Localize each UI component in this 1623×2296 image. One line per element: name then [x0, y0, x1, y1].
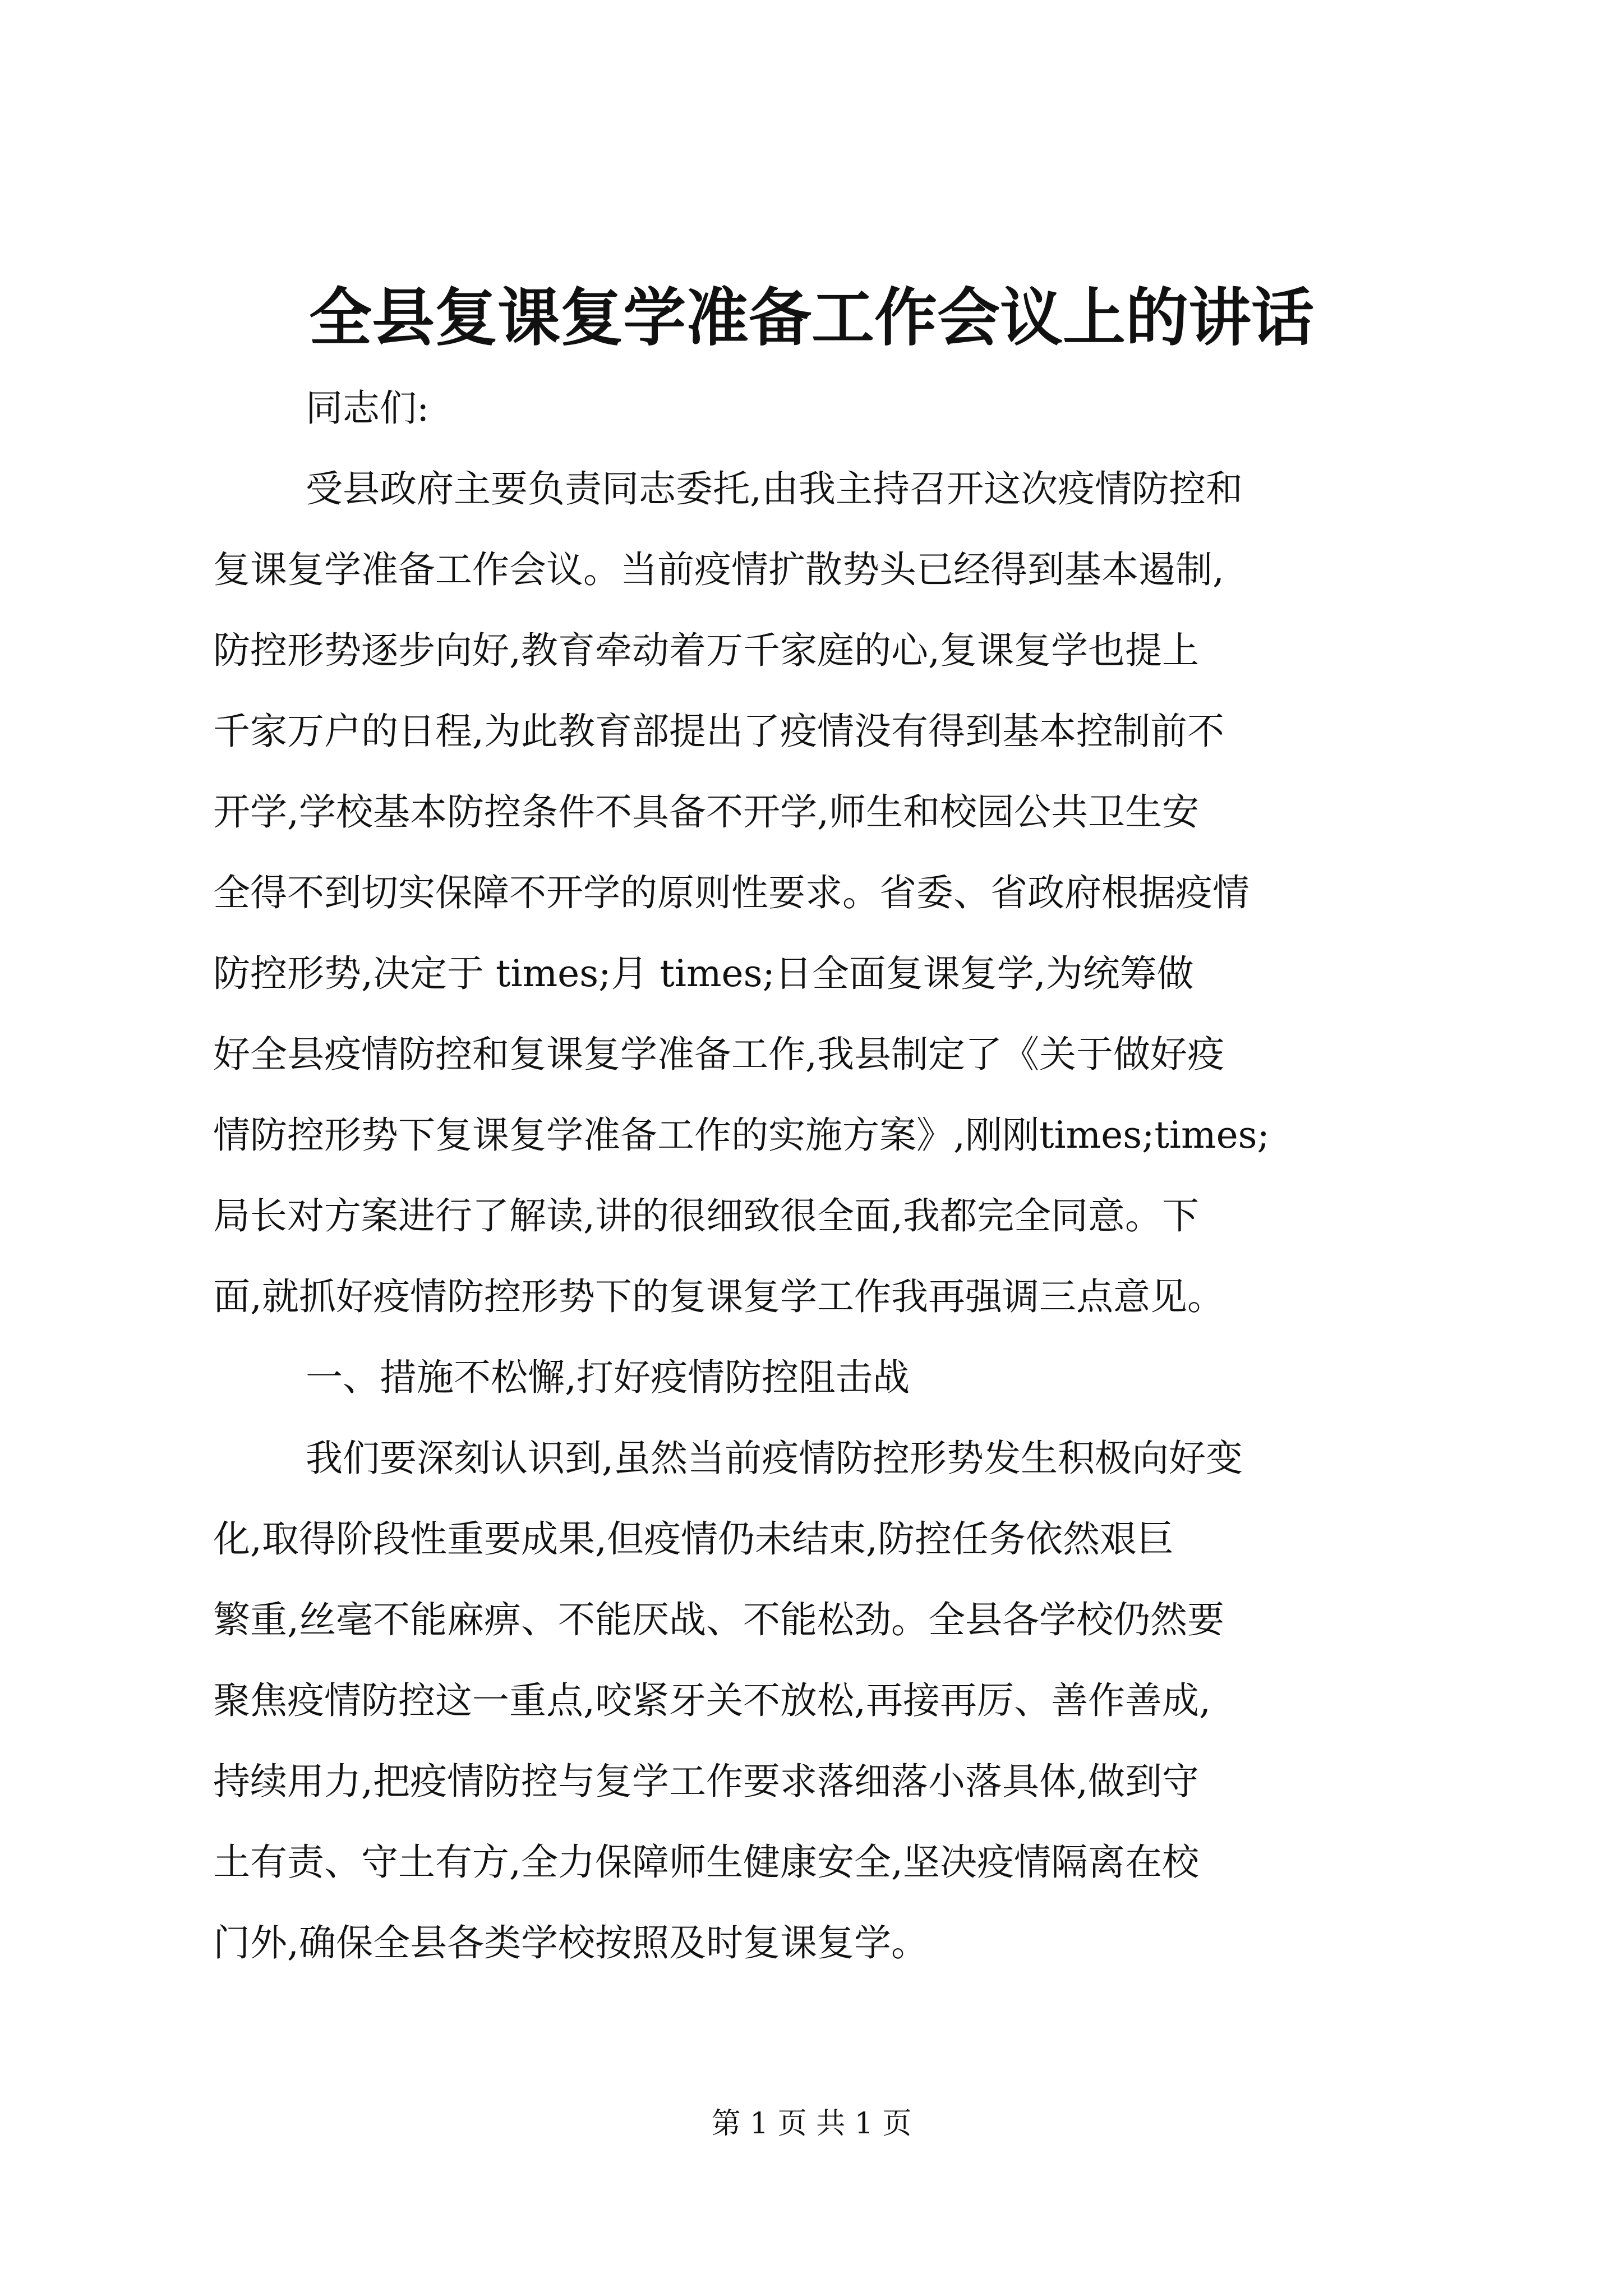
paragraph-2-line-2: 化,取得阶段性重要成果,但疫情仍未结束,防控任务依然艰巨: [213, 1517, 1174, 1561]
paragraph-2-line-3: 繁重,丝毫不能麻痹、不能厌战、不能松劲。全县各学校仍然要: [213, 1598, 1224, 1641]
paragraph-1-line-7: 防控形势,决定于 times;月 times;日全面复课复学,为统筹做: [213, 952, 1194, 995]
paragraph-1-line-11: 面,就抓好疫情防控形势下的复课复学工作我再强调三点意见。: [213, 1275, 1224, 1318]
paragraph-1-line-9: 情防控形势下复课复学准备工作的实施方案》,刚刚times;times;: [213, 1114, 1270, 1157]
salutation: 同志们:: [306, 386, 430, 430]
paragraph-2-line-6: 土有责、守土有方,全力保障师生健康安全,坚决疫情隔离在校: [213, 1841, 1199, 1884]
page-footer: 第 1 页 共 1 页: [711, 2107, 912, 2141]
paragraph-1-line-10: 局长对方案进行了解读,讲的很细致很全面,我都完全同意。下: [213, 1194, 1199, 1237]
paragraph-1-line-6: 全得不到切实保障不开学的原则性要求。省委、省政府根据疫情: [213, 871, 1249, 914]
paragraph-1-line-1: 受县政府主要负责同志委托,由我主持召开这次疫情防控和: [306, 467, 1243, 510]
document-title: 全县复课复学准备工作会议上的讲话: [309, 281, 1314, 355]
paragraph-1-line-8: 好全县疫情防控和复课复学准备工作,我县制定了《关于做好疫: [213, 1033, 1224, 1076]
paragraph-1-line-3: 防控形势逐步向好,教育牵动着万千家庭的心,复课复学也提上: [213, 629, 1199, 672]
paragraph-2-line-1: 我们要深刻认识到,虽然当前疫情防控形势发生积极向好变: [306, 1437, 1243, 1480]
paragraph-1-line-2: 复课复学准备工作会议。当前疫情扩散势头已经得到基本遏制,: [213, 548, 1224, 591]
paragraph-2-line-4: 聚焦疫情防控这一重点,咬紧牙关不放松,再接再厉、善作善成,: [213, 1679, 1211, 1722]
paragraph-1-line-5: 开学,学校基本防控条件不具备不开学,师生和校园公共卫生安: [213, 790, 1199, 834]
paragraph-2-line-7: 门外,确保全县各类学校按照及时复课复学。: [213, 1921, 928, 1964]
paragraph-2-line-5: 持续用力,把疫情防控与复学工作要求落细落小落具体,做到守: [213, 1760, 1199, 1803]
paragraph-1-line-4: 千家万户的日程,为此教育部提出了疫情没有得到基本控制前不: [213, 710, 1224, 753]
section-heading-1: 一、措施不松懈,打好疫情防控阻击战: [306, 1356, 910, 1399]
